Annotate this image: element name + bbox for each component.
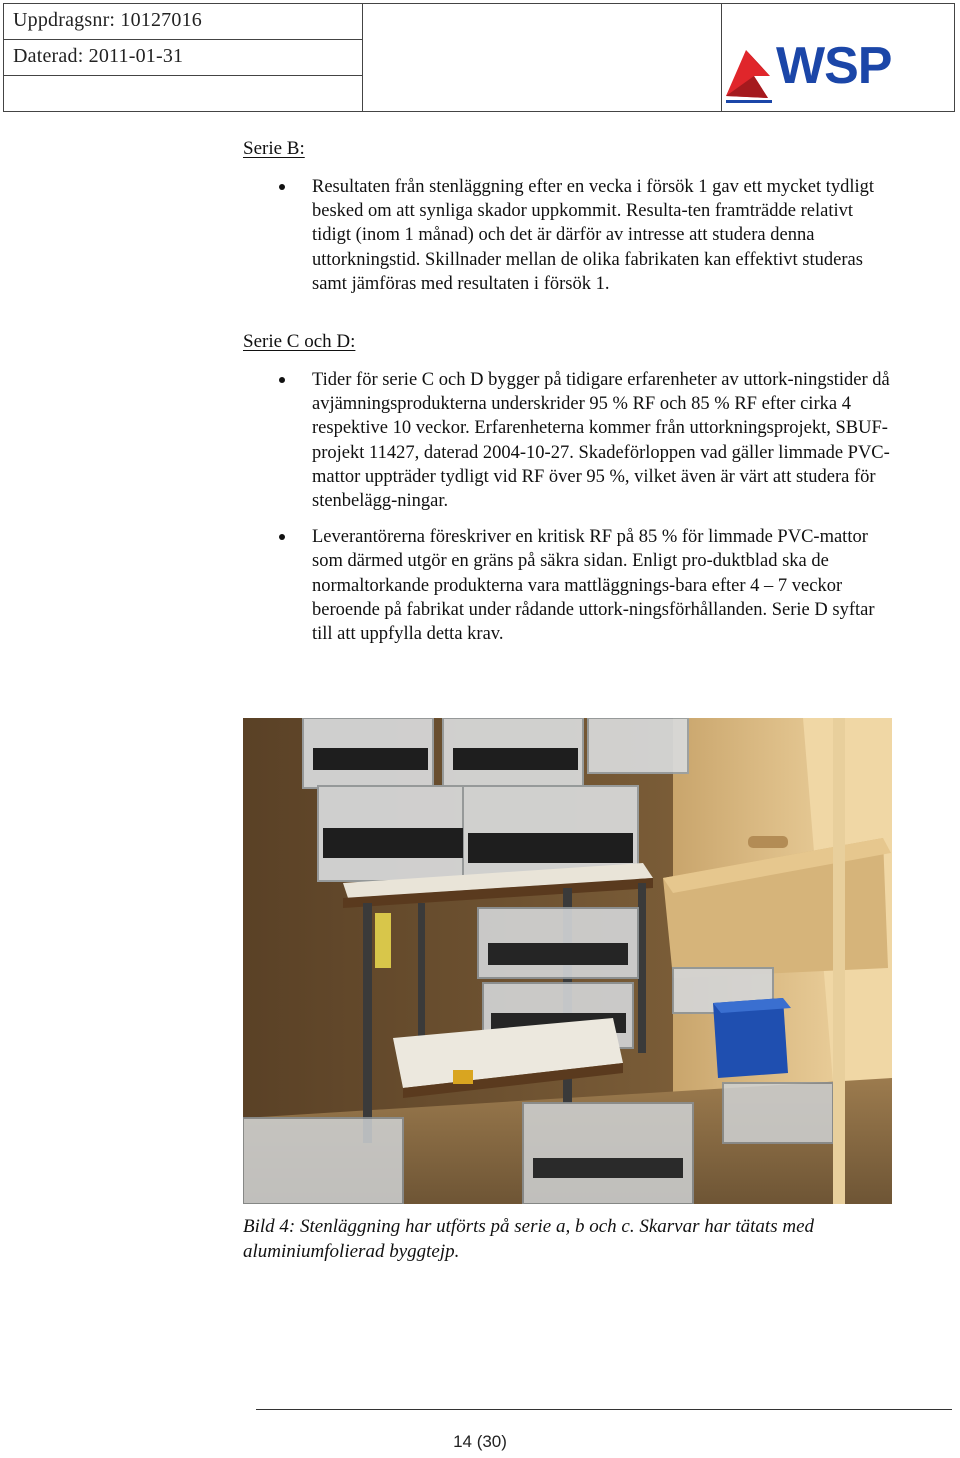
serie-b-list	[243, 175, 893, 296]
serie-cd-heading: Serie C och D:	[243, 331, 356, 352]
header-cell-date	[4, 40, 363, 76]
document-date: Daterad: 2011-01-31	[13, 45, 184, 67]
list-item	[243, 368, 893, 513]
wsp-logo	[724, 36, 920, 108]
footer-divider	[256, 1409, 952, 1410]
storage-room-photo	[243, 718, 892, 1204]
header-cell-middle	[363, 4, 722, 111]
serie-cd-list	[243, 368, 893, 646]
header-cell-empty	[4, 76, 363, 112]
list-item	[243, 525, 893, 646]
photo-illustration	[243, 718, 892, 1204]
page-number	[0, 1432, 960, 1452]
bullet-text: Resultaten från stenläggning efter en vecka i försök 1 gav ett mycket tydligt besked om att synliga skador uppkommit. Resulta-ten framträdde relativt tidigt (inom 1 månad) och det är därför av intresse att studera denna uttorkningstid. Skillnader mellan de olika fabrikaten kan effektivt studeras samt jämföras med resultaten i försök 1.	[312, 177, 875, 294]
bullet-icon	[279, 534, 285, 540]
wsp-logo-text: WSP	[776, 37, 892, 95]
list-item	[243, 175, 893, 296]
bullet-text: Leverantörerna föreskriver en kritisk RF på 85 % för limmade PVC-mattor som därmed utgör en gräns på säkra sidan. Enligt pro-duktblad ska de normaltorkande produkterna vara mattläggnings-bara efter 4 – 7 veckor beroende på fabrikat under rådande uttork-ningsförhållanden. Serie D syftar till att uppfylla detta krav.	[312, 527, 875, 645]
bullet-icon	[279, 377, 285, 383]
serie-b-heading: Serie B:	[243, 138, 305, 159]
page-number-text: 14 (30)	[453, 1432, 507, 1451]
bullet-icon	[279, 184, 285, 190]
wsp-logo-mark-icon	[724, 36, 780, 108]
figure-caption: Bild 4: Stenläggning har utförts på serie a, b och c. Skarvar har tätats med aluminiumfolierad byggtejp.	[243, 1216, 815, 1262]
bullet-text: Tider för serie C och D bygger på tidigare erfarenheter av uttork-ningstider då avjämningsprodukterna underskrider 95 % RF och 85 % RF efter cirka 4 respektive 10 veckor. Erfarenheterna kommer från uttorkningsprojekt, SBUF-projekt 11427, daterad 2004-10-27. Skadeförloppen vad gäller limmade PVC-mattor uppträder tydligt vid RF över 95 %, vilket även är värt att studera för stenbelägg-ningar.	[312, 370, 890, 512]
header-cell-assignment	[4, 4, 363, 40]
assignment-number: Uppdragsnr: 10127016	[13, 9, 202, 31]
